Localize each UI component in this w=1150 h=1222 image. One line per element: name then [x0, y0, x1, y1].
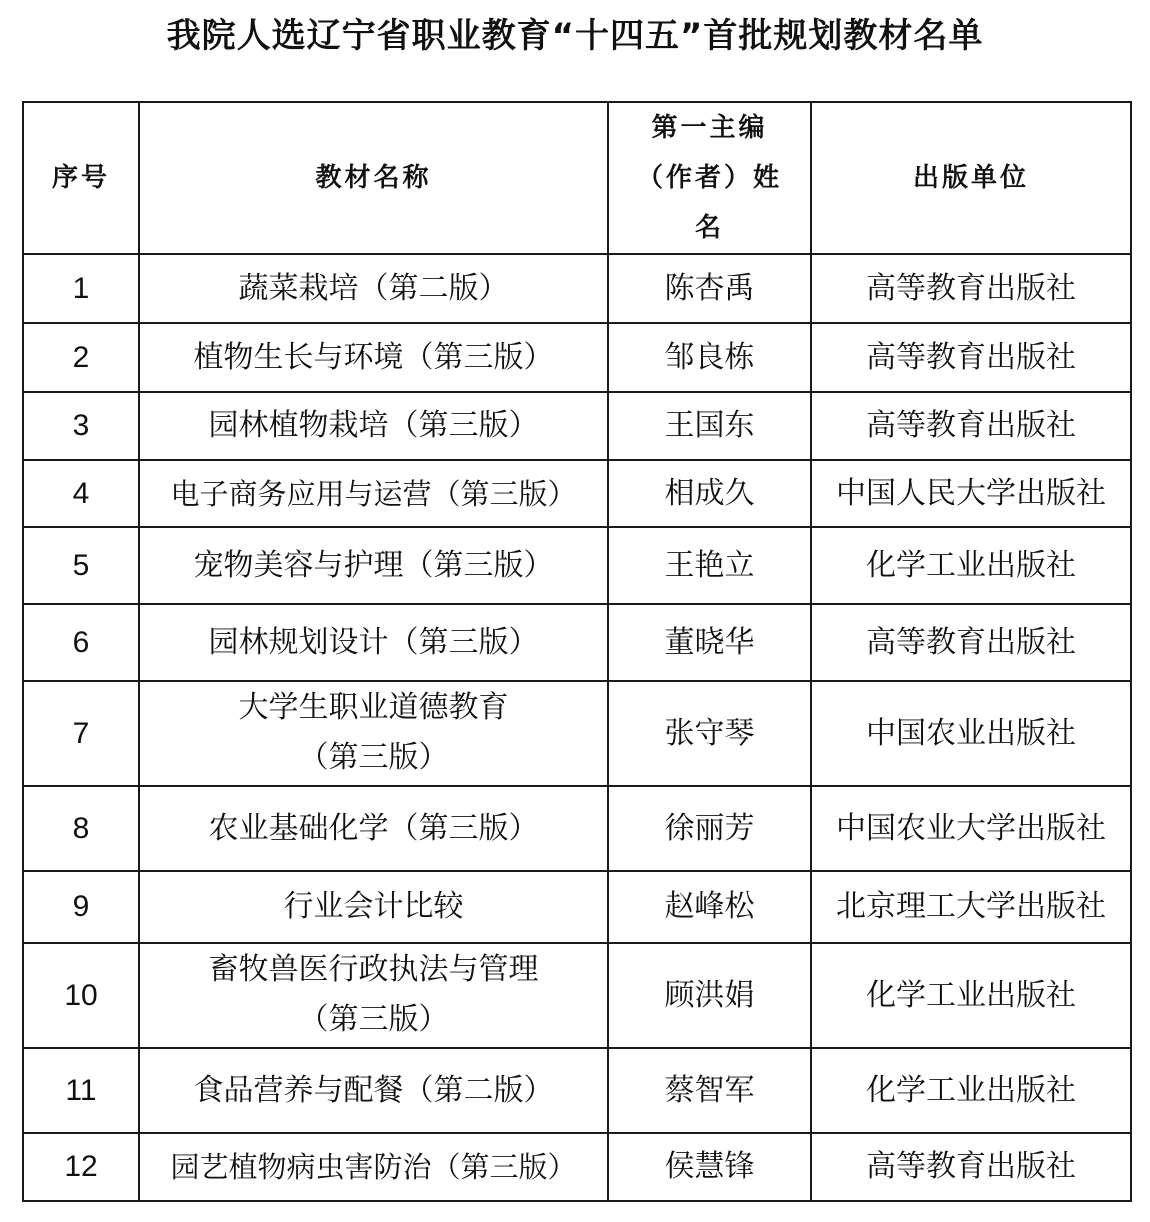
textbook-table	[22, 101, 1132, 1202]
book-title-text: 大学生职业道德教育（第三版）	[238, 690, 509, 775]
publisher-name: 中国人民大学出版社	[811, 460, 1131, 527]
publisher-name: 高等教育出版社	[811, 392, 1131, 460]
author-name: 侯慧锋	[608, 1133, 811, 1201]
table-row	[23, 786, 1131, 871]
table-row	[23, 392, 1131, 460]
header-book: 教材名称	[139, 102, 608, 254]
row-number: 11	[23, 1048, 139, 1133]
publisher-name: 中国农业大学出版社	[811, 786, 1131, 871]
table-row	[23, 1048, 1131, 1133]
book-title: 植物生长与环境（第三版）	[139, 323, 608, 392]
row-number: 4	[23, 460, 139, 527]
author-name: 顾洪娟	[608, 943, 811, 1048]
book-title	[139, 681, 608, 786]
publisher-name: 高等教育出版社	[811, 254, 1131, 323]
header-row	[23, 102, 1131, 254]
row-number: 6	[23, 604, 139, 681]
author-name: 蔡智军	[608, 1048, 811, 1133]
row-number: 9	[23, 871, 139, 943]
row-number: 3	[23, 392, 139, 460]
book-title: 行业会计比较	[139, 871, 608, 943]
author-name: 相成久	[608, 460, 811, 527]
table-row	[23, 460, 1131, 527]
author-name: 王艳立	[608, 527, 811, 604]
publisher-name: 化学工业出版社	[811, 943, 1131, 1048]
header-index: 序号	[23, 102, 139, 254]
header-author-label: 第一主编（作者）姓名	[636, 113, 782, 243]
publisher-name: 中国农业出版社	[811, 681, 1131, 786]
book-title: 食品营养与配餐（第二版）	[139, 1048, 608, 1133]
table-row	[23, 323, 1131, 392]
row-number: 7	[23, 681, 139, 786]
publisher-name: 化学工业出版社	[811, 527, 1131, 604]
book-title: 宠物美容与护理（第三版）	[139, 527, 608, 604]
author-name: 邹良栋	[608, 323, 811, 392]
table-row	[23, 943, 1131, 1048]
row-number: 10	[23, 943, 139, 1048]
page-title: 我院人选辽宁省职业教育“十四五”首批规划教材名单	[166, 16, 984, 56]
book-title	[139, 943, 608, 1048]
author-name: 赵峰松	[608, 871, 811, 943]
row-number: 5	[23, 527, 139, 604]
author-name: 王国东	[608, 392, 811, 460]
book-title: 蔬菜栽培（第二版）	[139, 254, 608, 323]
table-row	[23, 1133, 1131, 1201]
table-row	[23, 681, 1131, 786]
book-title: 园艺植物病虫害防治（第三版）	[139, 1133, 608, 1201]
publisher-name: 化学工业出版社	[811, 1048, 1131, 1133]
header-author	[608, 102, 811, 254]
table-row	[23, 604, 1131, 681]
publisher-name: 高等教育出版社	[811, 604, 1131, 681]
author-name: 陈杏禹	[608, 254, 811, 323]
row-number: 1	[23, 254, 139, 323]
book-title: 园林规划设计（第三版）	[139, 604, 608, 681]
book-title: 电子商务应用与运营（第三版）	[139, 460, 608, 527]
row-number: 12	[23, 1133, 139, 1201]
table-row	[23, 254, 1131, 323]
author-name: 徐丽芳	[608, 786, 811, 871]
book-title: 园林植物栽培（第三版）	[139, 392, 608, 460]
row-number: 8	[23, 786, 139, 871]
book-title-text: 畜牧兽医行政执法与管理（第三版）	[208, 952, 539, 1037]
author-name: 董晓华	[608, 604, 811, 681]
table-row	[23, 527, 1131, 604]
author-name: 张守琴	[608, 681, 811, 786]
publisher-name: 高等教育出版社	[811, 323, 1131, 392]
book-title: 农业基础化学（第三版）	[139, 786, 608, 871]
publisher-name: 北京理工大学出版社	[811, 871, 1131, 943]
table-row	[23, 871, 1131, 943]
row-number: 2	[23, 323, 139, 392]
publisher-name: 高等教育出版社	[811, 1133, 1131, 1201]
header-publisher: 出版单位	[811, 102, 1131, 254]
